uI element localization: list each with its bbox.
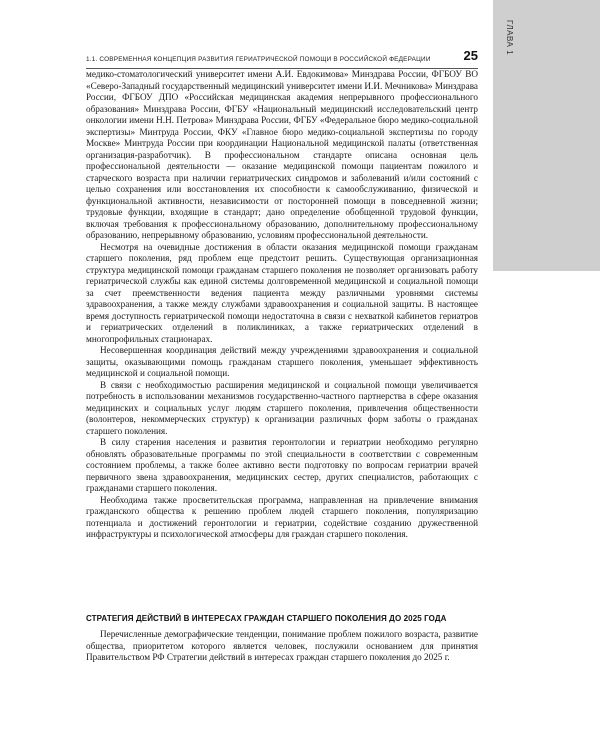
paragraph: Перечисленные демографические тенденции, понимание проблем пожилого возраста, развитие общества, приоритетом которого является человек, послужили основанием для принятия Правительством РФ Стратегии действий в интересах граждан старшего поколения до 2025 г. [86,629,478,662]
chapter-tab-label: ГЛАВА 1 [505,20,514,56]
paragraph: В связи с необходимостью расширения медицинской и социальной помощи увеличивается потребность в использовании механизмов государственно-частного партнерства в сфере оказания медицинских и социальных услуг людям старшего поколения, привлечения общественности (волонтеров, некоммерческих структур) к организации различных форм заботы о гражданах старшего поколения. [86,379,478,436]
section-body [86,629,478,664]
paragraph: Несмотря на очевидные достижения в области оказания медицинской помощи гражданам старшего поколения, ряд проблем еще предстоит решить. Существующая организационная структура медицинской помощи гражданам старшего поколения не позволяет организовать работу гериатрической службы как единой системы долговременной медицинской и социальной помощи за счет преемственности ведения пациента между различными уровнями системы здравоохранения, а также между службами здравоохранения и социальной защиты. В настоящее время доступность гериатрической помощи недостаточна в связи с нехваткой кабинетов гериатров и гериатрических отделений в поликлиниках, а также гериатрических отделений в многопрофильных стационарах. [86,241,478,344]
page-number: 25 [463,48,478,63]
paragraph: Необходима также просветительская программа, направленная на привлечение внимания гражданского общества к решению проблем людей старшего поколения, популяризацию потенциала и достижений геронтологии и гериатрии, содействие созданию дружественной инфраструктуры и психологической атмосферы для граждан старшего поколения. [86,494,478,539]
paragraph-continued: медико-стоматологический университет имени А.И. Евдокимова» Минздрава России, ФГБОУ ВО «Северо-Западный государственный медицинский университет имени И.И. Мечникова» Минздрава России, ФГБОУ ДПО «Российская медицинская академия непрерывного профессионального образования» Минздрава России, ФГБУ «Национальный медицинский исследовательский центр онкологии имени Н.Н. Петрова» Минздрава России, ФГБУ «Федеральное бюро медико-социальной экспертизы» Минтруда России, ФКУ «Главное бюро медико-социальной экспертизы по городу Москве» Минтруда России при координации Национальной медицинской палаты (ответственная организация-разработчик). В профессиональном стандарте описана основная цель профессиональной деятельности — оказание медицинской помощи пациентам пожилого и старческого возраста при наличии гериатрических синдромов и заболеваний и/или состояний с целью сохранения или восстановления их способности к самообслуживанию, физической и функциональной активности, независимости от посторонней помощи в повседневной жизни; трудовые функции, входящие в стандарт; дано определение обобщенной трудовой функции, включая требования к профессиональному образованию, дополнительному профессиональному образованию, непрерывному образованию, условиям профессиональной деятельности. [86,69,478,240]
section-heading: СТРАТЕГИЯ ДЕЙСТВИЙ В ИНТЕРЕСАХ ГРАЖДАН СТАРШЕГО ПОКОЛЕНИЯ ДО 2025 ГОДА [86,614,447,623]
paragraph: В силу старения населения и развития геронтологии и гериатрии необходимо регулярно обновлять образовательные программы по этой специальности в соответствии с современным состоянием проблемы, а также более активно вести подготовку по вопросам гериатрии врачей первичного звена здравоохранения, медицинских сестер, других специалистов, работающих с гражданами старшего поколения. [86,437,478,493]
running-header-title: 1.1. СОВРЕМЕННАЯ КОНЦЕПЦИЯ РАЗВИТИЯ ГЕРИАТРИЧЕСКОЙ ПОМОЩИ В РОССИЙСКОЙ ФЕДЕРАЦИИ [86,56,431,63]
paragraph: Несовершенная координация действий между учреждениями здравоохранения и социальной защиты, оказывающими помощь гражданам старшего поколения, уменьшает эффективность медицинской и социальной помощи. [86,345,478,378]
body-text [86,69,478,541]
